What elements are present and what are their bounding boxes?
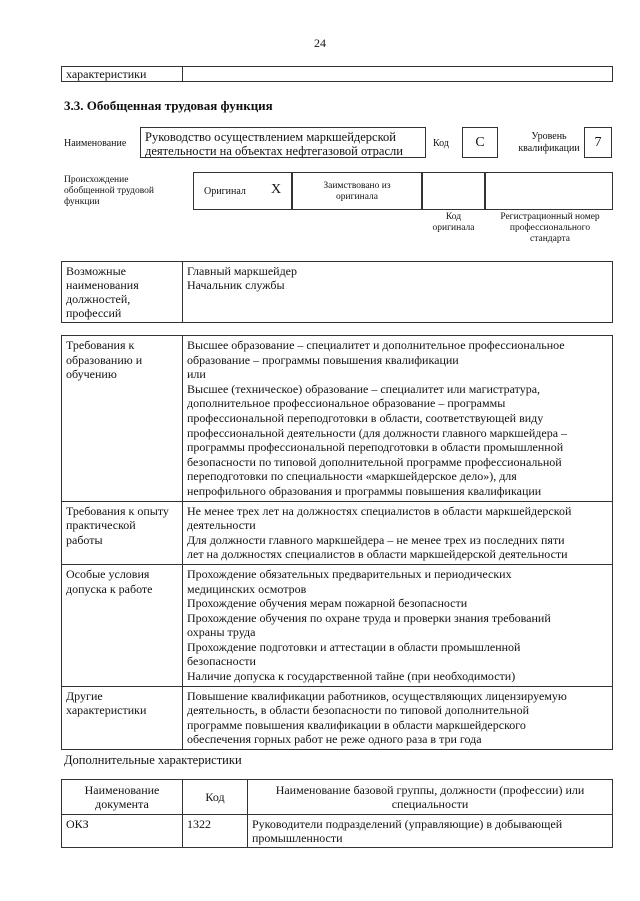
requirement-line: непрофильного образования и программы повышения квалификации [187, 483, 542, 498]
borrowed-box [292, 172, 422, 210]
header-name [248, 780, 613, 815]
requirement-line: переподготовки по специальности «маркшейдерское дело»), для [187, 469, 517, 484]
name-label: Наименование [64, 138, 127, 149]
requirement-line: медицинских осмотров [187, 581, 307, 596]
requirement-label-line: образованию и [66, 352, 143, 367]
original-code-label [422, 212, 485, 234]
positions-label-line: наименования [66, 278, 139, 292]
requirement-label-cell [62, 336, 183, 502]
top-continuation-table [61, 66, 613, 82]
requirement-label-line: Требования к [66, 338, 135, 352]
requirement-line: дополнительное профессиональное образование – программы [187, 396, 506, 411]
origin-label-line: Происхождение [64, 175, 129, 185]
registration-number-label [485, 212, 615, 245]
original-code-box [422, 172, 485, 210]
header-name-line: специальности [391, 797, 469, 811]
origin-label [64, 175, 184, 208]
requirement-line: или [187, 367, 206, 382]
code-label: Код [433, 138, 449, 149]
requirement-line: безопасности по типовой дополнительной программе профессиональной [187, 454, 562, 469]
requirement-label-line: Требования к опыту [66, 503, 169, 518]
table-row [62, 815, 613, 848]
header-document [62, 780, 183, 815]
function-name-line: Руководство осуществлением маркшейдерской [145, 130, 396, 144]
top-continuation-cell: характеристики [62, 67, 183, 82]
requirement-label-line: обучению [66, 367, 117, 382]
positions-label-cell [62, 262, 183, 323]
requirement-label-cell [62, 501, 183, 564]
requirement-line: Высшее образование – специалитет и дополнительное профессиональное [187, 338, 565, 352]
position-value: Главный маркшейдер [187, 264, 298, 278]
requirement-line: образование – программы повышения квалификации [187, 352, 459, 367]
registration-label-line: стандарта [530, 234, 570, 244]
registration-number-box [485, 172, 613, 210]
requirement-line: Не менее трех лет на должностях специалистов в области маркшейдерской [187, 503, 572, 518]
requirement-label-cell [62, 686, 183, 749]
requirement-label-line: практической [66, 518, 136, 533]
requirement-line: лет на должностях специалистов в области маркшейдерской деятельности [187, 547, 568, 562]
requirement-line: Прохождение подготовки и аттестации в области промышленной [187, 639, 521, 654]
requirement-line: профессиональной деятельности (для должности главного маркшейдера – [187, 425, 568, 440]
header-document-line: Наименование [84, 783, 160, 797]
requirement-line: программе повышения квалификации в области маркшейдерского [187, 717, 526, 732]
header-code: Код [183, 780, 248, 815]
requirements-row-conditions [62, 564, 613, 686]
positions-label-line: профессий [66, 306, 122, 320]
requirement-line: Наличие допуска к государственной тайне (при необходимости) [187, 669, 516, 684]
requirement-line: Высшее (техническое) образование – специалитет или магистратура, [187, 381, 541, 396]
requirement-line: Прохождение обучения по охране труда и проверки знания требований [187, 610, 551, 625]
requirement-label-line: Особые условия [66, 566, 150, 581]
original-code-label-line: Код [445, 212, 462, 222]
registration-label-line: профессионального [509, 223, 591, 233]
row-code: 1322 [183, 815, 248, 848]
requirement-line: Для должности главного маркшейдера – не менее трех из последних пяти [187, 532, 565, 547]
requirement-text-cell [183, 336, 613, 502]
requirement-label-cell [62, 564, 183, 686]
positions-values-cell [183, 262, 613, 323]
level-label-line: Уровень [531, 131, 567, 142]
borrowed-label-line: Заимствовано из [323, 181, 391, 191]
origin-label-line: обобщенной трудовой [64, 186, 154, 196]
requirement-text-cell [183, 564, 613, 686]
requirement-line: Прохождение обязательных предварительных и периодических [187, 566, 512, 581]
requirement-line: Прохождение обучения мерам пожарной безопасности [187, 596, 468, 611]
code-value: C [462, 127, 498, 158]
header-document-line: документа [95, 797, 149, 811]
additional-header-row [62, 780, 613, 815]
requirement-line: охраны труда [187, 625, 256, 640]
positions-table [61, 261, 613, 323]
page-number: 24 [314, 36, 326, 50]
top-continuation-empty-cell [183, 67, 613, 82]
positions-label-line: должностей, [66, 292, 131, 306]
positions-label-line: Возможные [66, 264, 126, 278]
requirement-line: Повышение квалификации работников, осуществляющих лицензируемую [187, 688, 567, 703]
requirement-line: деятельность, в области безопасности по типовой дополнительной [187, 703, 529, 718]
header-name-line: Наименование базовой группы, должности (профессии) или [275, 783, 585, 797]
function-name-box [140, 127, 426, 158]
requirements-row-education [62, 336, 613, 502]
original-box [193, 172, 292, 210]
additional-title: Дополнительные характеристики [64, 753, 242, 767]
original-label: Оригинал [204, 186, 246, 197]
borrowed-label-line: оригинала [336, 192, 378, 202]
function-name-line: деятельности на объектах нефтегазовой отрасли [145, 144, 403, 158]
requirement-line: обеспечения горных работ не реже одного раза в три года [187, 732, 482, 747]
additional-table [61, 779, 613, 848]
origin-label-line: функции [64, 197, 100, 207]
requirements-table [61, 335, 613, 750]
original-mark: X [271, 182, 282, 197]
position-value: Начальник службы [187, 278, 285, 292]
section-title: 3.3. Обобщенная трудовая функция [64, 98, 273, 113]
row-name-line: промышленности [252, 831, 343, 845]
requirement-label-line: характеристики [66, 703, 147, 718]
requirement-text-cell [183, 686, 613, 749]
row-name [248, 815, 613, 848]
requirement-line: профессиональной переподготовки в области, соответствующей виду [187, 410, 544, 425]
level-value: 7 [584, 127, 612, 158]
requirement-line: безопасности [187, 654, 256, 669]
requirement-line: программы профессиональной переподготовки в области промышленной [187, 440, 564, 455]
requirement-label-line: работы [66, 532, 103, 547]
requirement-line: деятельности [187, 518, 256, 533]
level-label [516, 131, 582, 155]
registration-label-line: Регистрационный номер [500, 212, 600, 222]
requirement-label-line: Другие [66, 688, 103, 703]
requirements-row-other [62, 686, 613, 749]
requirement-label-line: допуска к работе [66, 581, 153, 596]
level-label-line: квалификации [518, 143, 580, 154]
row-document: ОКЗ [62, 815, 183, 848]
requirements-row-experience [62, 501, 613, 564]
original-code-label-line: оригинала [432, 223, 475, 233]
requirement-text-cell [183, 501, 613, 564]
row-name-line: Руководители подразделений (управляющие) в добывающей [252, 817, 563, 831]
